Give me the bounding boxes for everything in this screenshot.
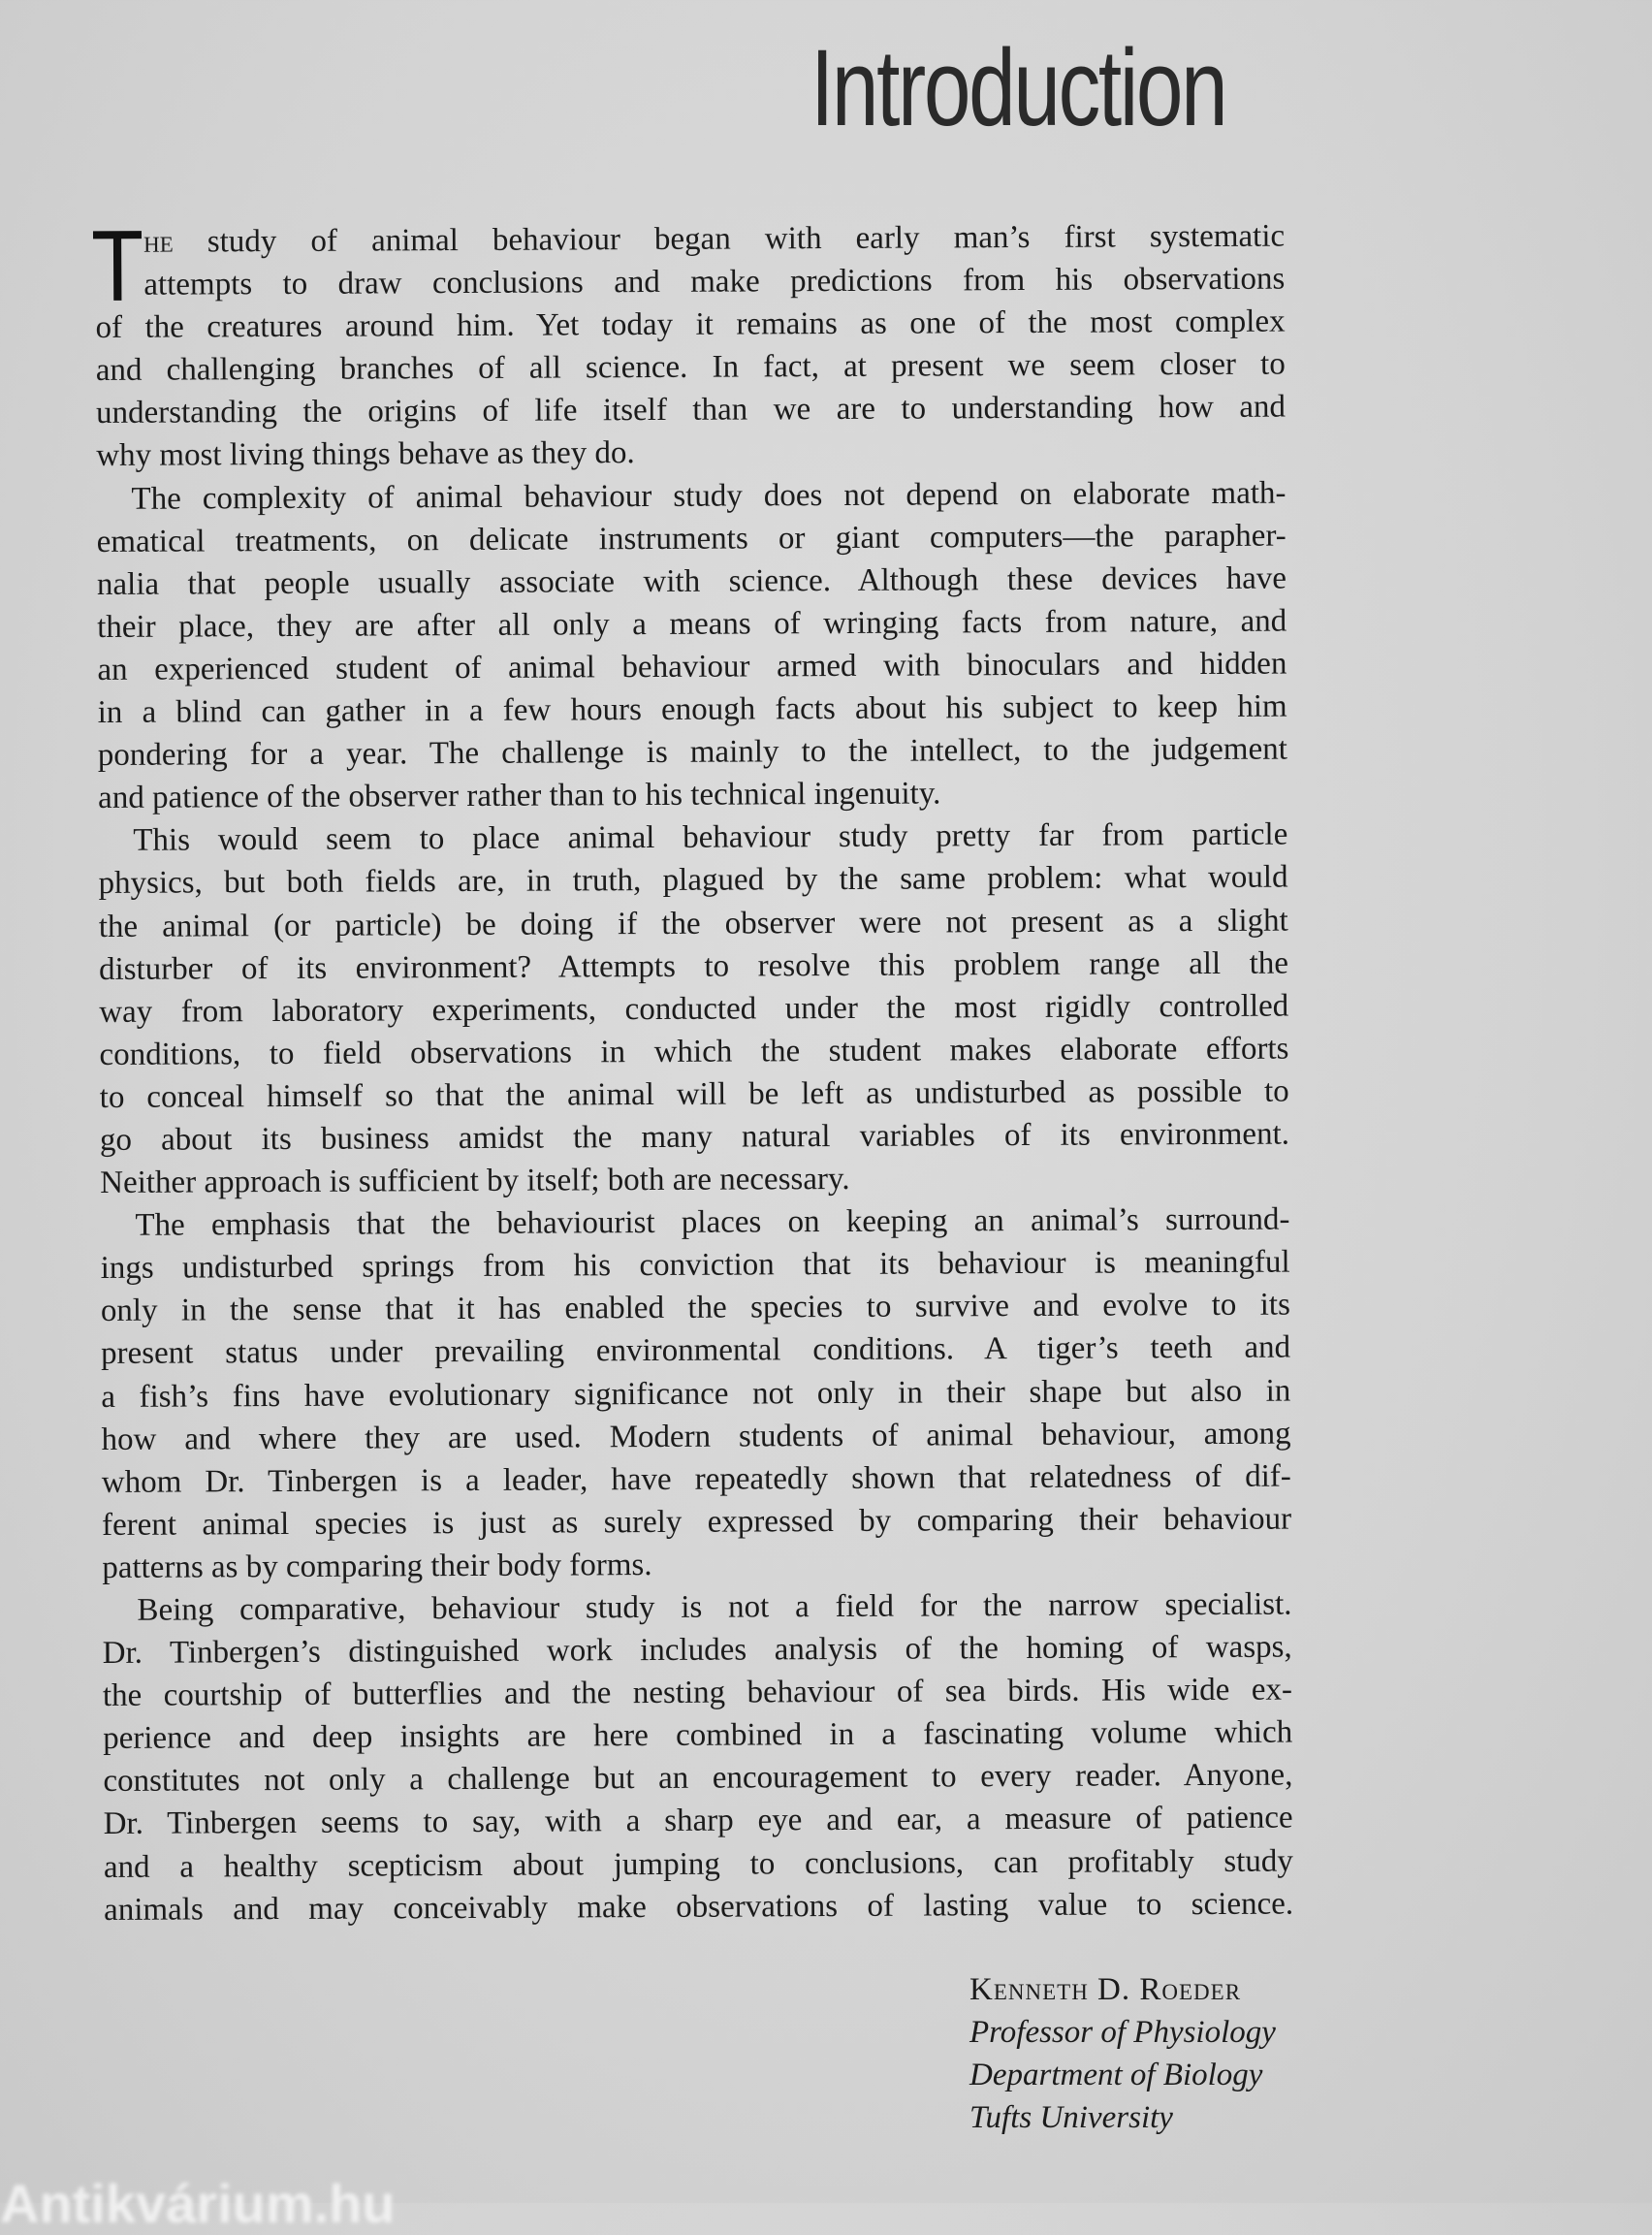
text-line [100, 1070, 1289, 1119]
text-line [96, 471, 1286, 521]
line-text: whom Dr. Tinbergen is a leader, have repeatedly shown that relatedness of dif- [101, 1458, 1291, 1500]
text-line [98, 856, 1287, 906]
line-text: go about its business amidst the many natural variables of its environment. [99, 1116, 1290, 1158]
text-line [97, 643, 1287, 692]
line-text: ings undisturbed springs from his conviction that its behaviour is meaningful [100, 1244, 1290, 1287]
line-text: of the creatures around him. Yet today it remains as one of the most complex [95, 303, 1286, 346]
line-text: how and where they are used. Modern students of animal behaviour, among [101, 1416, 1291, 1457]
line-text: understanding the origins of life itself than we are to understanding how and [95, 389, 1287, 431]
line-text: way from laboratory experiments, conducted under the most rigidly controlled [99, 988, 1289, 1030]
small-caps-opening: he [143, 224, 174, 260]
line-text: The emphasis that the behaviourist places on keeping an animal’s surround- [135, 1201, 1290, 1243]
line-text: ferent animal species is just as surely expressed by comparing their behaviour [101, 1501, 1292, 1543]
line-text: only in the sense that it has enabled the species to survive and evolve to its [100, 1287, 1290, 1329]
text-line [98, 771, 1287, 820]
line-text: constitutes not only a challenge but an encouragement to every reader. Anyone, [103, 1757, 1293, 1800]
paragraph [98, 814, 1289, 1204]
text-line [102, 1540, 1291, 1589]
body-text [90, 209, 1294, 1932]
line-text: disturber of its environment? Attempts to resolve this problem range all the [98, 945, 1289, 987]
text-line [95, 301, 1285, 350]
text-line [100, 1156, 1289, 1205]
line-text: a fish’s fins have evolutionary significance not only in their shape but also in [101, 1373, 1291, 1415]
text-line [103, 1626, 1292, 1676]
text-line [102, 1583, 1291, 1633]
text-line [99, 899, 1288, 948]
text-line [96, 343, 1286, 393]
text-line [101, 1369, 1290, 1419]
text-line [96, 429, 1286, 478]
line-text: and a healthy scepticism about jumping to conclusions, can profitably study [103, 1843, 1293, 1885]
text-line [96, 386, 1286, 435]
page-title: Introduction [810, 27, 1226, 148]
paragraph [95, 215, 1286, 478]
line-text: The complexity of animal behaviour study does not depend on elaborate math- [131, 475, 1287, 517]
line-text: nalia that people usually associate with science. Although these devices have [96, 560, 1287, 602]
line-text: present status under prevailing environmental conditions. A tiger’s teeth and [101, 1329, 1291, 1372]
text-line [102, 1497, 1291, 1547]
text-line [100, 1198, 1289, 1248]
text-line [101, 1241, 1290, 1291]
text-line [97, 514, 1287, 563]
line-text: perience and deep insights are here combined in a fascinating volume which [103, 1714, 1293, 1757]
watermark: Antikvárium.hu [0, 2173, 396, 2234]
text-line [99, 984, 1288, 1034]
text-line [98, 814, 1287, 863]
text-line [101, 1284, 1290, 1333]
line-text: ematical treatments, on delicate instruments or giant computers—the parapher- [96, 518, 1287, 559]
line-text: conditions, to field observations in which the student makes elaborate efforts [99, 1031, 1289, 1072]
text-line [104, 1839, 1293, 1889]
drop-cap: T [90, 209, 144, 324]
text-line [104, 1882, 1293, 1932]
text-line [98, 728, 1287, 778]
line-text: pondering for a year. The challenge is mainly to the intellect, to the judgement [97, 731, 1287, 774]
line-text: and challenging branches of all science. In fact, at present we seem closer to [95, 346, 1286, 389]
line-text: physics, but both fields are, in truth, plagued by the same problem: what would [98, 859, 1288, 902]
line-text: patterns as by comparing their body forms. [102, 1547, 652, 1585]
paragraph [100, 1198, 1291, 1589]
line-text: animals and may conceivably make observations of lasting value to science. [104, 1886, 1294, 1928]
author-title: Professor of Physiology [969, 2015, 1276, 2050]
author-university: Tufts University [969, 2100, 1173, 2135]
text-line [95, 258, 1285, 307]
paragraph [102, 1583, 1293, 1932]
text-line [103, 1711, 1292, 1761]
line-text: Neither approach is sufficient by itself; both are necessary. [100, 1161, 850, 1201]
text-line [101, 1326, 1290, 1376]
text-line [97, 599, 1287, 649]
line-text: an experienced student of animal behaviour armed with binoculars and hidden [97, 646, 1287, 687]
line-text: attempts to draw conclusions and make predictions from his observations [143, 261, 1286, 303]
signature-block [969, 1968, 1276, 2139]
text-line [98, 686, 1287, 735]
line-text: to conceal himself so that the animal will be left as undisturbed as possible to [99, 1073, 1289, 1115]
line-text: the courtship of butterflies and the nesting behaviour of sea birds. His wide ex- [102, 1672, 1293, 1714]
text-line [95, 215, 1285, 265]
text-line [99, 1027, 1288, 1076]
line-text: Dr. Tinbergen seems to say, with a sharp eye and ear, a measure of patience [103, 1801, 1293, 1842]
line-text: why most living things behave as they do. [96, 435, 635, 474]
text-line [101, 1412, 1290, 1461]
text-line [104, 1797, 1293, 1846]
text-line [102, 1454, 1291, 1504]
text-line [103, 1754, 1292, 1804]
text-line [97, 557, 1287, 606]
text-line [99, 942, 1288, 991]
line-text: study of animal behaviour began with early man’s first systematic [173, 218, 1286, 260]
line-text: the animal (or particle) be doing if the observer were not present as a slight [98, 903, 1288, 944]
paragraph [96, 471, 1287, 819]
line-text: This would seem to place animal behaviour study pretty far from particle [133, 816, 1288, 859]
author-department: Department of Biology [969, 2058, 1263, 2092]
line-text: and patience of the observer rather than to his technical ingenuity. [98, 776, 941, 816]
line-text: in a blind can gather in a few hours enough facts about his subject to keep him [97, 688, 1287, 731]
author-name: Kenneth D. Roeder [969, 1972, 1242, 2007]
text-line [100, 1113, 1289, 1163]
line-text: Dr. Tinbergen’s distinguished work includes analysis of the homing of wasps, [102, 1629, 1292, 1672]
line-text: Being comparative, behaviour study is not a field for the narrow specialist. [137, 1586, 1292, 1628]
line-text: their place, they are after all only a means of wringing facts from nature, and [97, 603, 1287, 645]
text-line [103, 1669, 1292, 1718]
